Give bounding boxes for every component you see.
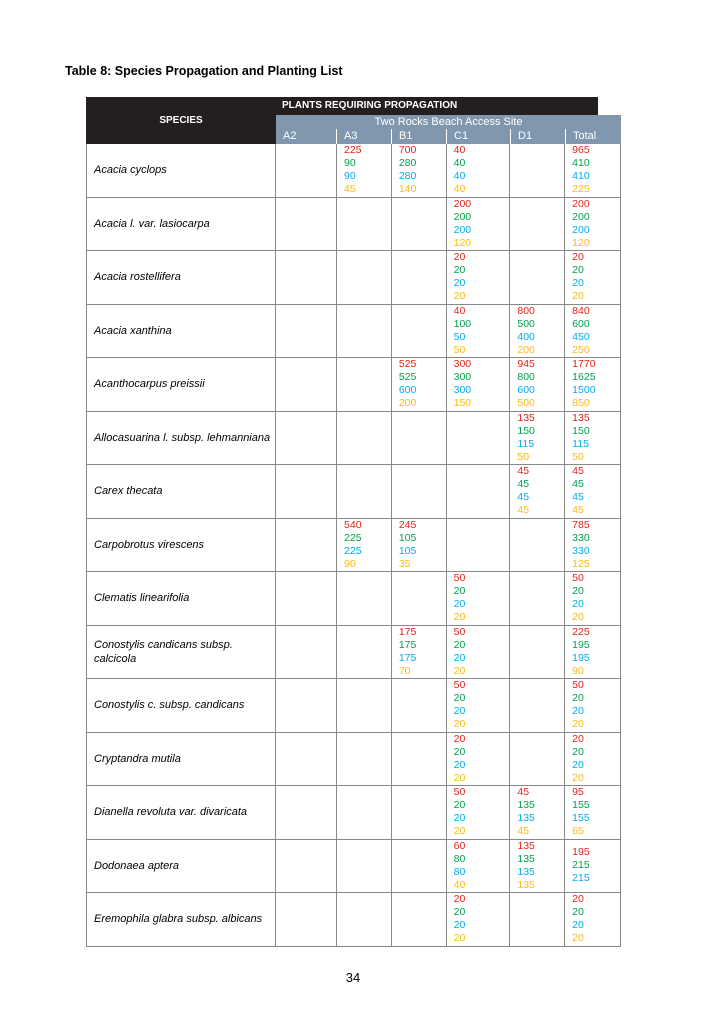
cell-b1 <box>392 465 447 518</box>
cell-value: 525 <box>398 358 417 370</box>
cell-value: 20 <box>572 692 584 704</box>
species-name: Clematis linearifolia <box>87 572 276 625</box>
cell-value: 20 <box>453 664 466 677</box>
cell-value: 140 <box>398 183 417 195</box>
cell-a2 <box>276 412 337 465</box>
cell-total <box>565 840 620 893</box>
cell-value: 20 <box>453 825 466 837</box>
cell-total <box>565 144 620 197</box>
cell-a2 <box>276 840 337 893</box>
cell-a3 <box>337 733 392 786</box>
column-header-a3: A3 <box>337 129 392 144</box>
cell-value: 20 <box>453 585 466 597</box>
cell-a3 <box>337 251 392 304</box>
species-name: Cryptandra mutila <box>87 733 276 786</box>
cell-a3 <box>337 198 392 251</box>
cell-total <box>565 412 620 465</box>
cell-value: 90 <box>344 170 356 182</box>
cell-d1 <box>510 198 565 251</box>
cell-value: 20 <box>453 732 466 745</box>
cell-value: 40 <box>453 170 466 182</box>
cell-d1 <box>510 572 565 625</box>
cell-b1 <box>392 786 447 839</box>
cell-value: 20 <box>453 598 466 610</box>
cell-value: 100 <box>453 317 472 330</box>
cell-value: 175 <box>398 638 417 651</box>
cell-a3 <box>337 679 392 732</box>
cell-total <box>565 572 620 625</box>
page-number: 34 <box>345 970 361 985</box>
cell-c1 <box>447 840 511 893</box>
cell-b1 <box>392 198 447 251</box>
cell-a3 <box>337 572 392 625</box>
cell-value: 20 <box>453 758 466 771</box>
cell-d1 <box>510 786 565 839</box>
cell-value: 200 <box>453 210 472 223</box>
cell-value: 965 <box>572 144 590 156</box>
cell-value: 785 <box>572 518 590 531</box>
propagation-header: PLANTS REQUIRING PROPAGATION <box>276 97 598 115</box>
cell-d1 <box>510 519 565 572</box>
cell-c1 <box>447 519 511 572</box>
species-name: Conostylis candicans subsp. calcicola <box>87 626 276 679</box>
cell-a2 <box>276 358 337 411</box>
cell-value: 225 <box>572 625 590 638</box>
cell-value: 250 <box>572 343 590 356</box>
cell-value: 330 <box>572 544 590 557</box>
cell-value: 195 <box>572 638 590 651</box>
cell-value: 600 <box>572 317 590 330</box>
cell-value: 80 <box>453 865 466 878</box>
cell-value: 20 <box>453 906 466 918</box>
table-row <box>87 572 620 626</box>
cell-value: 50 <box>572 679 584 691</box>
cell-c1 <box>447 412 511 465</box>
species-name: Carpobrotus virescens <box>87 519 276 572</box>
cell-value: 20 <box>453 290 466 302</box>
cell-c1 <box>447 679 511 732</box>
cell-value: 135 <box>572 411 590 424</box>
cell-total <box>565 465 620 518</box>
cell-value: 945 <box>517 358 535 370</box>
cell-value: 150 <box>517 424 535 437</box>
cell-value: 195 <box>572 845 590 858</box>
cell-a2 <box>276 786 337 839</box>
cell-value: 45 <box>517 465 530 477</box>
cell-value: 20 <box>453 264 466 276</box>
cell-value: 135 <box>517 799 535 811</box>
cell-value: 20 <box>572 251 584 263</box>
cell-value: 20 <box>453 745 466 758</box>
cell-value: 135 <box>517 839 535 852</box>
table-row <box>87 465 620 519</box>
cell-value: 35 <box>398 557 411 570</box>
column-header-a2: A2 <box>276 129 337 144</box>
cell-a3 <box>337 305 392 358</box>
cell-b1 <box>392 679 447 732</box>
cell-c1 <box>447 786 511 839</box>
cell-a3 <box>337 786 392 839</box>
cell-value: 280 <box>398 170 417 182</box>
species-table <box>86 97 621 947</box>
cell-value: 20 <box>572 932 584 944</box>
cell-a2 <box>276 733 337 786</box>
cell-value: 600 <box>398 384 417 396</box>
cell-d1 <box>510 251 565 304</box>
cell-total <box>565 679 620 732</box>
cell-total <box>565 733 620 786</box>
species-name: Eremophila glabra subsp. albicans <box>87 893 276 946</box>
cell-value: 700 <box>398 144 417 156</box>
cell-d1 <box>510 305 565 358</box>
cell-a2 <box>276 519 337 572</box>
cell-value: 60 <box>453 839 466 852</box>
cell-b1 <box>392 626 447 679</box>
cell-a3 <box>337 893 392 946</box>
cell-value: 40 <box>453 183 466 195</box>
cell-b1 <box>392 572 447 625</box>
cell-value: 105 <box>398 531 417 544</box>
cell-a2 <box>276 198 337 251</box>
cell-value: 135 <box>517 865 535 878</box>
cell-total <box>565 893 620 946</box>
cell-value: 125 <box>572 557 590 570</box>
cell-value: 50 <box>453 330 466 343</box>
column-header-d1: D1 <box>511 129 566 144</box>
cell-value: 65 <box>572 825 584 837</box>
cell-a2 <box>276 465 337 518</box>
cell-value: 115 <box>517 437 535 450</box>
cell-value: 45 <box>517 491 530 503</box>
cell-value: 20 <box>453 771 466 784</box>
table-row <box>87 358 620 412</box>
cell-c1 <box>447 251 511 304</box>
cell-a3 <box>337 144 392 197</box>
cell-value: 120 <box>453 236 472 249</box>
cell-value: 135 <box>517 878 535 891</box>
cell-value: 105 <box>398 544 417 557</box>
cell-value: 300 <box>453 358 472 370</box>
cell-value: 20 <box>572 705 584 717</box>
cell-c1 <box>447 465 511 518</box>
cell-value: 45 <box>517 786 530 798</box>
cell-a3 <box>337 840 392 893</box>
cell-value: 540 <box>344 518 362 531</box>
cell-value: 215 <box>572 858 590 871</box>
table-row <box>87 144 620 198</box>
cell-value: 500 <box>517 317 535 330</box>
cell-a3 <box>337 626 392 679</box>
cell-value: 50 <box>453 572 466 584</box>
cell-value: 225 <box>344 531 362 544</box>
cell-value: 20 <box>572 732 584 745</box>
cell-value: 150 <box>572 424 590 437</box>
cell-d1 <box>510 679 565 732</box>
cell-value: 840 <box>572 304 590 317</box>
species-name: Acacia xanthina <box>87 305 276 358</box>
cell-b1 <box>392 358 447 411</box>
cell-b1 <box>392 144 447 197</box>
cell-value: 45 <box>344 183 356 195</box>
cell-value: 200 <box>572 223 590 236</box>
cell-value: 20 <box>453 932 466 944</box>
table-row <box>87 198 620 252</box>
table-body <box>86 144 621 947</box>
column-headers <box>276 129 621 144</box>
cell-value: 135 <box>517 812 535 824</box>
cell-value: 50 <box>572 450 584 463</box>
cell-value: 20 <box>572 585 584 597</box>
cell-b1 <box>392 305 447 358</box>
cell-value: 195 <box>572 651 590 664</box>
cell-value: 20 <box>572 758 584 771</box>
cell-value: 40 <box>453 144 466 156</box>
cell-value: 450 <box>572 330 590 343</box>
cell-value: 45 <box>572 465 584 477</box>
cell-b1 <box>392 251 447 304</box>
cell-value: 175 <box>398 651 417 664</box>
cell-value: 50 <box>453 679 466 691</box>
cell-a3 <box>337 358 392 411</box>
cell-value: 20 <box>572 745 584 758</box>
cell-c1 <box>447 305 511 358</box>
cell-a2 <box>276 251 337 304</box>
column-header-total: Total <box>573 130 597 142</box>
table-header <box>86 97 621 144</box>
cell-value: 225 <box>344 544 362 557</box>
table-row <box>87 305 620 359</box>
cell-value: 225 <box>344 144 362 156</box>
species-name: Acanthocarpus preissii <box>87 358 276 411</box>
cell-value: 20 <box>572 906 584 918</box>
cell-value: 20 <box>453 277 466 289</box>
cell-d1 <box>510 412 565 465</box>
cell-a2 <box>276 305 337 358</box>
cell-value: 70 <box>398 664 411 677</box>
cell-d1 <box>510 893 565 946</box>
cell-total <box>565 198 620 251</box>
cell-value: 20 <box>572 598 584 610</box>
cell-total <box>565 626 620 679</box>
cell-c1 <box>447 626 511 679</box>
cell-value: 20 <box>572 893 584 905</box>
cell-a3 <box>337 412 392 465</box>
column-header-b1: B1 <box>392 129 447 144</box>
cell-a2 <box>276 893 337 946</box>
cell-value: 50 <box>453 786 466 798</box>
cell-a2 <box>276 144 337 197</box>
cell-value: 45 <box>517 825 530 837</box>
cell-value: 245 <box>398 518 417 531</box>
species-name: Allocasuarina l. subsp. lehmanniana <box>87 412 276 465</box>
cell-value: 20 <box>453 638 466 651</box>
cell-value: 115 <box>572 437 589 450</box>
table-row <box>87 412 620 466</box>
species-name: Acacia cyclops <box>87 144 276 197</box>
species-name: Acacia rostellifera <box>87 251 276 304</box>
cell-d1 <box>510 840 565 893</box>
cell-value: 800 <box>517 371 535 383</box>
cell-value: 200 <box>453 197 472 210</box>
cell-value: 40 <box>453 878 466 891</box>
cell-b1 <box>392 733 447 786</box>
table-row <box>87 786 620 840</box>
cell-c1 <box>447 144 511 197</box>
cell-value: 155 <box>572 799 590 811</box>
cell-value: 200 <box>572 197 590 210</box>
cell-c1 <box>447 198 511 251</box>
species-name: Acacia l. var. lasiocarpa <box>87 198 276 251</box>
table-row <box>87 251 620 305</box>
species-name: Dodonaea aptera <box>87 840 276 893</box>
cell-a2 <box>276 572 337 625</box>
cell-value: 300 <box>453 384 472 396</box>
cell-value: 20 <box>453 692 466 704</box>
cell-value: 120 <box>572 236 590 249</box>
table-row <box>87 679 620 733</box>
cell-value: 40 <box>453 304 466 317</box>
cell-total <box>565 519 620 572</box>
cell-b1 <box>392 840 447 893</box>
cell-value: 1500 <box>572 384 596 396</box>
cell-value: 135 <box>517 852 535 865</box>
cell-value: 45 <box>517 478 530 490</box>
cell-value: 20 <box>453 812 466 824</box>
cell-value: 90 <box>572 664 584 677</box>
cell-d1 <box>510 465 565 518</box>
cell-value: 175 <box>398 625 417 638</box>
cell-value: 225 <box>572 183 590 195</box>
cell-d1 <box>510 144 565 197</box>
cell-total <box>565 358 620 411</box>
cell-c1 <box>447 572 511 625</box>
species-column-header: SPECIES <box>86 97 276 144</box>
cell-value: 200 <box>453 223 472 236</box>
cell-value: 20 <box>453 651 466 664</box>
cell-value: 50 <box>517 450 530 463</box>
cell-value: 20 <box>572 718 584 730</box>
cell-c1 <box>447 733 511 786</box>
cell-value: 20 <box>453 251 466 263</box>
cell-value: 1625 <box>572 371 596 383</box>
cell-value: 50 <box>453 625 466 638</box>
cell-value: 525 <box>398 371 417 383</box>
cell-value: 410 <box>572 157 590 169</box>
table-row <box>87 840 620 894</box>
table-title: Table 8: Species Propagation and Planting List <box>65 64 343 78</box>
cell-value: 95 <box>572 786 584 798</box>
cell-value: 200 <box>572 210 590 223</box>
species-name: Carex thecata <box>87 465 276 518</box>
cell-value: 150 <box>453 397 472 409</box>
cell-value: 90 <box>344 157 356 169</box>
cell-b1 <box>392 412 447 465</box>
cell-value: 330 <box>572 531 590 544</box>
cell-d1 <box>510 733 565 786</box>
cell-value: 20 <box>572 919 584 931</box>
table-row <box>87 733 620 787</box>
cell-value: 155 <box>572 812 590 824</box>
cell-value: 20 <box>572 611 584 623</box>
cell-a3 <box>337 465 392 518</box>
cell-value: 410 <box>572 170 590 182</box>
cell-value: 400 <box>517 330 535 343</box>
cell-b1 <box>392 893 447 946</box>
cell-d1 <box>510 626 565 679</box>
cell-value: 20 <box>453 705 466 717</box>
cell-value: 45 <box>572 478 584 490</box>
cell-c1 <box>447 358 511 411</box>
cell-value: 850 <box>572 397 590 409</box>
species-name: Conostylis c. subsp. candicans <box>87 679 276 732</box>
cell-a2 <box>276 679 337 732</box>
cell-value: 80 <box>453 852 466 865</box>
cell-value: 280 <box>398 157 417 169</box>
cell-value: 200 <box>398 397 417 409</box>
cell-a2 <box>276 626 337 679</box>
cell-value: 800 <box>517 304 535 317</box>
cell-value: 135 <box>517 411 535 424</box>
cell-value: 50 <box>453 343 466 356</box>
cell-value: 50 <box>572 572 584 584</box>
cell-b1 <box>392 519 447 572</box>
cell-c1 <box>447 893 511 946</box>
cell-value: 20 <box>453 611 466 623</box>
cell-value: 20 <box>453 718 466 730</box>
cell-total <box>565 786 620 839</box>
cell-value: 45 <box>572 504 584 516</box>
cell-value: 300 <box>453 371 472 383</box>
cell-value: 600 <box>517 384 535 396</box>
column-header-c1: C1 <box>447 129 511 144</box>
cell-total <box>565 251 620 304</box>
cell-value: 20 <box>572 264 584 276</box>
site-header: Two Rocks Beach Access Site <box>276 115 621 129</box>
species-name: Dianella revoluta var. divaricata <box>87 786 276 839</box>
cell-value: 215 <box>572 871 590 884</box>
table-row <box>87 519 620 573</box>
cell-value: 1770 <box>572 358 596 370</box>
cell-value: 500 <box>517 397 535 409</box>
cell-value: 40 <box>453 157 466 169</box>
table-row <box>87 893 620 947</box>
cell-value: 20 <box>572 277 584 289</box>
cell-value: 20 <box>572 290 584 302</box>
cell-value: 90 <box>344 557 356 570</box>
cell-value: 45 <box>572 491 584 503</box>
table-row <box>87 626 620 680</box>
cell-value: 20 <box>453 919 466 931</box>
cell-value: 20 <box>453 893 466 905</box>
cell-value: 20 <box>572 771 584 784</box>
cell-a3 <box>337 519 392 572</box>
cell-value: 45 <box>517 504 530 516</box>
cell-value: 20 <box>453 799 466 811</box>
cell-value: 200 <box>517 343 535 356</box>
cell-d1 <box>510 358 565 411</box>
cell-total <box>565 305 620 358</box>
